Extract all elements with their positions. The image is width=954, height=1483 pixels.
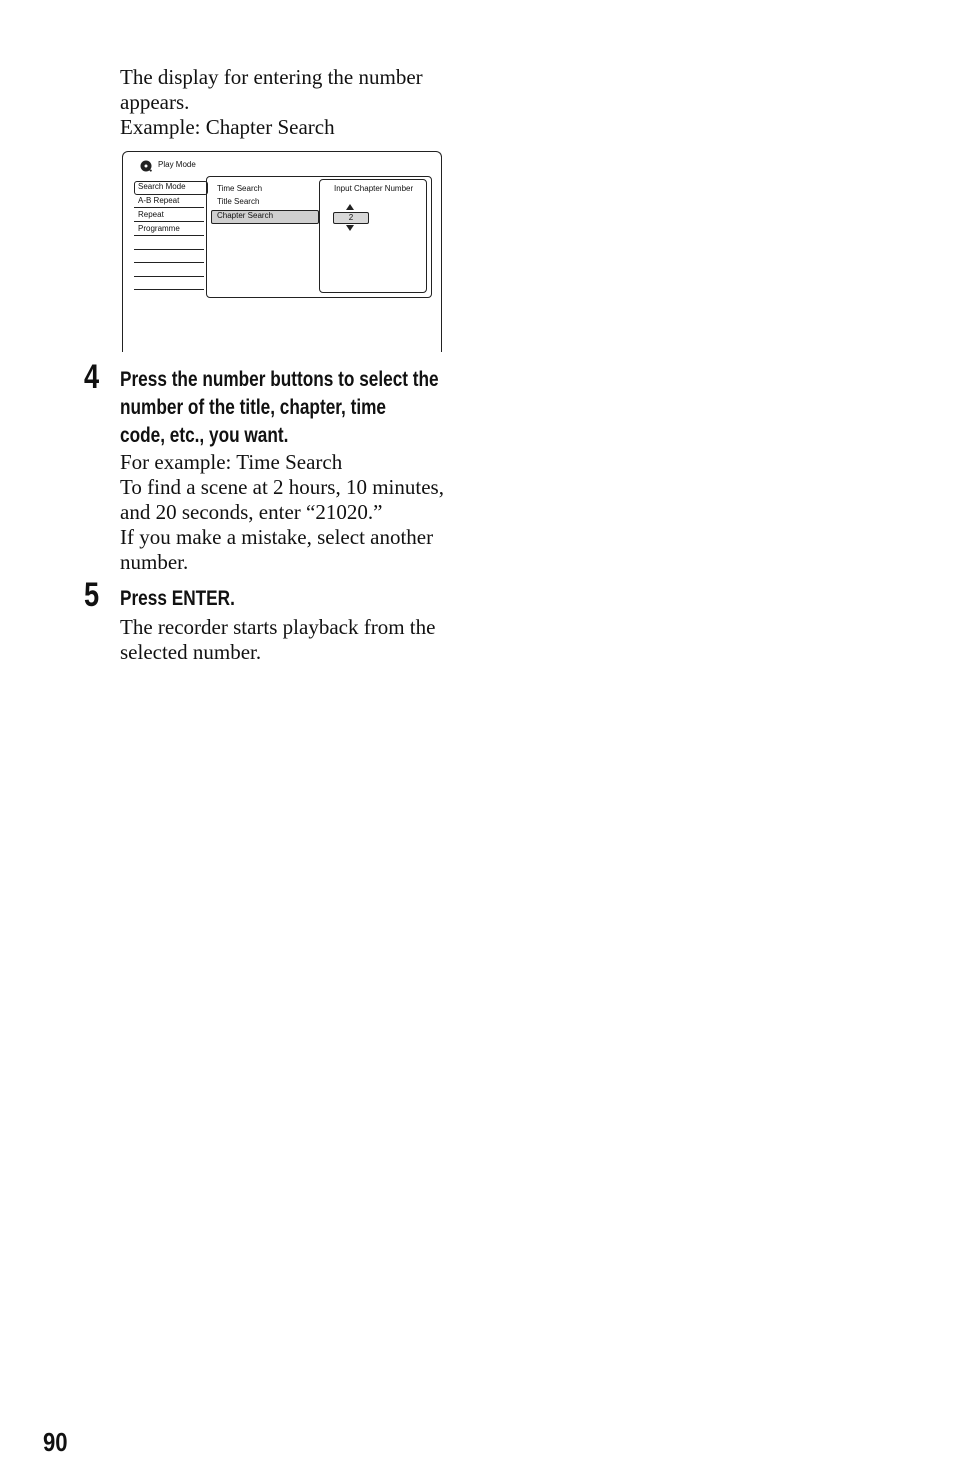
step-body-line: If you make a mistake, select another <box>120 525 434 549</box>
arrow-up-icon[interactable] <box>346 204 354 210</box>
step-body-line: and 20 seconds, enter “21020.” <box>120 500 383 524</box>
submenu-item-time-search[interactable]: Time Search <box>217 184 263 193</box>
left-menu-item-ab-repeat[interactable] <box>134 195 204 208</box>
step-number: 4 <box>84 358 100 396</box>
step-body <box>120 615 480 665</box>
left-menu-empty-row <box>134 250 204 263</box>
left-menu-item-label: Programme <box>138 224 180 233</box>
input-chapter-panel <box>319 179 427 293</box>
step-heading <box>120 366 464 450</box>
intro-line: Example: Chapter Search <box>120 115 335 139</box>
play-mode-screen-illustration <box>122 151 442 347</box>
step-number: 5 <box>84 576 100 614</box>
page-number: 90 <box>43 1427 68 1457</box>
chapter-number-field[interactable]: 2 <box>333 212 369 224</box>
submenu-item-chapter-search[interactable]: Chapter Search <box>217 211 274 220</box>
input-panel-title: Input Chapter Number <box>334 184 414 193</box>
step-body <box>120 450 480 575</box>
step-heading <box>120 585 464 613</box>
step-body-line: For example: Time Search <box>120 450 343 474</box>
step-heading-line: code, etc., you want. <box>120 424 289 447</box>
step-heading-line: number of the title, chapter, time <box>120 396 387 419</box>
disc-icon <box>140 160 152 172</box>
left-menu-item-programme[interactable] <box>134 223 204 236</box>
intro-line: The display for entering the number <box>120 65 423 89</box>
left-menu-item-label: Repeat <box>138 210 164 219</box>
screen-title: Play Mode <box>158 160 196 169</box>
submenu-item-title-search[interactable]: Title Search <box>217 197 260 206</box>
step-body-line: The recorder starts playback from the <box>120 615 436 639</box>
left-menu-item-search-mode[interactable] <box>134 181 204 193</box>
step-body-line: number. <box>120 550 189 574</box>
step-heading-line: Press ENTER. <box>120 587 235 610</box>
left-menu-item-repeat[interactable] <box>134 209 204 222</box>
step-body-line: selected number. <box>120 640 262 664</box>
step-body-line: To find a scene at 2 hours, 10 minutes, <box>120 475 444 499</box>
arrow-down-icon[interactable] <box>346 225 354 231</box>
left-menu-empty-row <box>134 264 204 277</box>
left-menu-item-label: Search Mode <box>138 182 186 191</box>
left-menu-empty-row <box>134 237 204 250</box>
step-heading-line: Press the number buttons to select the <box>120 368 439 391</box>
intro-text <box>120 65 460 140</box>
left-menu-empty-row <box>134 277 204 290</box>
left-menu-item-label: A-B Repeat <box>138 196 180 205</box>
intro-line: appears. <box>120 90 190 114</box>
